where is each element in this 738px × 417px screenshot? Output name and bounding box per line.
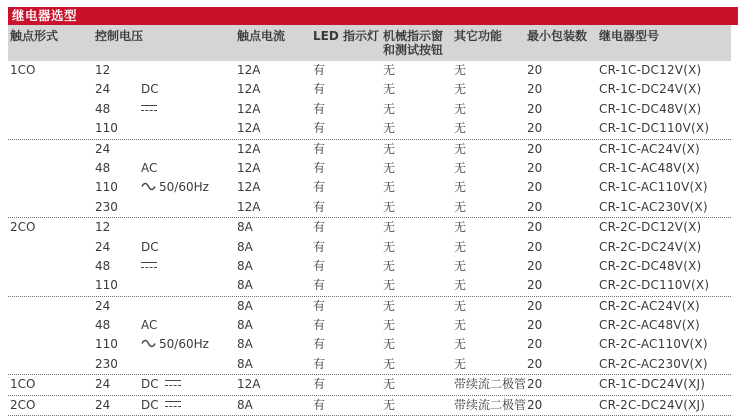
header-mech-window-line2: 和测试按钮 <box>383 43 444 57</box>
table-row <box>8 375 731 395</box>
led-indicator-cell: 有 <box>313 356 326 371</box>
control-voltage-cell: 24 <box>95 239 111 254</box>
voltage-type-symbol-cell <box>141 335 237 354</box>
other-functions-cell: 无 <box>454 101 467 116</box>
header-other-functions: 其它功能 <box>454 29 503 43</box>
control-voltage-cell: 24 <box>95 377 111 392</box>
relay-model-cell: CR-2C-DC24V(X) <box>599 239 702 254</box>
min-package-cell: 20 <box>527 278 543 293</box>
control-voltage-cell: 48 <box>95 101 111 116</box>
mech-window-cell: 无 <box>383 278 396 293</box>
frequency-label: 50/60Hz <box>159 337 209 352</box>
other-functions-cell: 无 <box>454 199 467 214</box>
min-package-cell: 20 <box>527 180 543 195</box>
table-row <box>8 335 731 354</box>
section-title: 继电器选型 <box>12 8 78 23</box>
led-indicator-cell: 有 <box>313 141 326 156</box>
header-led-indicator: LED 指示灯 <box>313 29 379 43</box>
other-functions-cell: 无 <box>454 121 467 136</box>
min-package-cell: 20 <box>527 239 543 254</box>
led-indicator-cell: 有 <box>313 377 326 392</box>
table-row <box>8 316 731 335</box>
control-voltage-cell: 24 <box>95 298 111 313</box>
relay-model-cell: CR-2C-DC110V(X) <box>599 278 710 293</box>
led-indicator-cell: 有 <box>313 63 326 77</box>
relay-model-cell: CR-2C-DC24V(XJ) <box>599 397 706 412</box>
dc-symbol-icon <box>141 261 157 270</box>
sine-wave-icon <box>141 339 156 348</box>
table-body <box>8 61 731 416</box>
min-package-cell: 20 <box>527 318 543 333</box>
voltage-type-symbol-cell <box>141 257 237 276</box>
contact-current-cell: 12A <box>237 101 261 116</box>
table-row <box>8 198 731 218</box>
other-functions-cell: 无 <box>454 63 467 77</box>
voltage-type-symbol-cell <box>141 80 237 99</box>
control-voltage-cell: 24 <box>95 141 111 156</box>
dc-label: DC <box>141 397 159 412</box>
relay-model-cell: CR-1C-AC48V(X) <box>599 160 700 175</box>
relay-model-cell: CR-1C-AC24V(X) <box>599 141 700 156</box>
header-contact-form: 触点形式 <box>10 29 59 43</box>
other-functions-cell: 无 <box>454 220 467 235</box>
min-package-cell: 20 <box>527 258 543 273</box>
other-functions-cell: 无 <box>454 356 467 371</box>
mech-window-cell: 无 <box>383 377 396 392</box>
mech-window-cell: 无 <box>383 318 396 333</box>
mech-window-cell: 无 <box>383 141 396 156</box>
mech-window-cell: 无 <box>383 397 396 412</box>
relay-model-cell: CR-2C-AC24V(X) <box>599 298 700 313</box>
led-indicator-cell: 有 <box>313 121 326 136</box>
min-package-cell: 20 <box>527 82 543 97</box>
header-control-voltage: 控制电压 <box>95 29 144 43</box>
min-package-cell: 20 <box>527 199 543 214</box>
relay-model-cell: CR-1C-DC110V(X) <box>599 121 710 136</box>
table-row <box>8 355 731 375</box>
contact-current-cell: 8A <box>237 298 253 313</box>
control-voltage-cell: 110 <box>95 180 118 195</box>
header-min-package: 最小包装数 <box>527 29 588 43</box>
control-voltage-cell: 12 <box>95 63 111 77</box>
led-indicator-cell: 有 <box>313 337 326 352</box>
relay-model-cell: CR-2C-DC12V(X) <box>599 220 702 235</box>
contact-form-cell: 1CO <box>10 63 36 77</box>
other-functions-cell: 无 <box>454 298 467 313</box>
relay-model-cell: CR-1C-AC230V(X) <box>599 199 708 214</box>
other-functions-cell: 无 <box>454 278 467 293</box>
dc-label: DC <box>141 377 159 392</box>
led-indicator-cell: 有 <box>313 101 326 116</box>
contact-current-cell: 8A <box>237 239 253 254</box>
other-functions-cell: 无 <box>454 318 467 333</box>
mech-window-cell: 无 <box>383 258 396 273</box>
contact-current-cell: 8A <box>237 318 253 333</box>
min-package-cell: 20 <box>527 298 543 313</box>
table-row <box>8 80 731 99</box>
header-contact-current: 触点电流 <box>237 29 286 43</box>
contact-current-cell: 12A <box>237 377 261 392</box>
mech-window-cell: 无 <box>383 220 396 235</box>
sine-wave-icon <box>141 182 156 191</box>
table-row <box>8 276 731 296</box>
min-package-cell: 20 <box>527 377 543 392</box>
other-functions-cell: 无 <box>454 180 467 195</box>
relay-model-cell: CR-2C-DC48V(X) <box>599 258 702 273</box>
control-voltage-cell: 48 <box>95 160 111 175</box>
relay-model-cell: CR-2C-AC48V(X) <box>599 318 700 333</box>
mech-window-cell: 无 <box>383 298 396 313</box>
led-indicator-cell: 有 <box>313 258 326 273</box>
led-indicator-cell: 有 <box>313 397 326 412</box>
control-voltage-cell: 110 <box>95 337 118 352</box>
voltage-type-symbol-cell <box>141 375 237 394</box>
header-mech-window <box>383 25 454 57</box>
contact-form-cell: 2CO <box>10 220 36 235</box>
dc-symbol-icon <box>165 379 181 388</box>
led-indicator-cell: 有 <box>313 82 326 97</box>
led-indicator-cell: 有 <box>313 220 326 235</box>
other-functions-cell: 无 <box>454 82 467 97</box>
mech-window-cell: 无 <box>383 356 396 371</box>
table-row <box>8 140 731 159</box>
mech-window-cell: 无 <box>383 121 396 136</box>
relay-model-cell: CR-1C-DC24V(XJ) <box>599 377 706 392</box>
voltage-type-symbol-cell <box>141 178 237 197</box>
contact-current-cell: 12A <box>237 141 261 156</box>
contact-form-cell: 2CO <box>10 397 36 412</box>
control-voltage-cell: 48 <box>95 318 111 333</box>
header-mech-window-line1: 机械指示窗 <box>383 29 444 43</box>
voltage-type-symbol-cell <box>141 396 237 415</box>
table-row <box>8 119 731 139</box>
contact-current-cell: 8A <box>237 278 253 293</box>
table-row <box>8 178 731 197</box>
voltage-type-symbol-cell <box>141 238 237 257</box>
relay-model-cell: CR-1C-AC110V(X) <box>599 180 708 195</box>
other-functions-cell: 无 <box>454 239 467 254</box>
dc-symbol-icon <box>141 104 157 113</box>
control-voltage-cell: 110 <box>95 121 118 136</box>
contact-current-cell: 12A <box>237 82 261 97</box>
control-voltage-cell: 24 <box>95 397 111 412</box>
dc-symbol-icon <box>165 400 181 409</box>
contact-current-cell: 12A <box>237 199 261 214</box>
mech-window-cell: 无 <box>383 101 396 116</box>
mech-window-cell: 无 <box>383 199 396 214</box>
relay-model-cell: CR-1C-DC12V(X) <box>599 63 702 77</box>
relay-selection-table <box>8 25 731 416</box>
mech-window-cell: 无 <box>383 63 396 77</box>
relay-model-cell: CR-2C-AC110V(X) <box>599 337 708 352</box>
dc-label: DC <box>141 239 159 254</box>
contact-current-cell: 8A <box>237 220 253 235</box>
frequency-label: 50/60Hz <box>159 180 209 195</box>
mech-window-cell: 无 <box>383 82 396 97</box>
led-indicator-cell: 有 <box>313 318 326 333</box>
dc-label: DC <box>141 82 159 97</box>
contact-form-cell: 1CO <box>10 377 36 392</box>
contact-current-cell: 8A <box>237 397 253 412</box>
min-package-cell: 20 <box>527 356 543 371</box>
contact-current-cell: 12A <box>237 180 261 195</box>
mech-window-cell: 无 <box>383 160 396 175</box>
table-row <box>8 218 731 237</box>
control-voltage-cell: 12 <box>95 220 111 235</box>
ac-label: AC <box>141 160 158 175</box>
led-indicator-cell: 有 <box>313 180 326 195</box>
min-package-cell: 20 <box>527 63 543 77</box>
mech-window-cell: 无 <box>383 239 396 254</box>
min-package-cell: 20 <box>527 101 543 116</box>
section-title-bar <box>8 7 738 25</box>
control-voltage-cell: 230 <box>95 356 118 371</box>
contact-current-cell: 12A <box>237 121 261 136</box>
control-voltage-cell: 230 <box>95 199 118 214</box>
table-row <box>8 159 731 178</box>
other-functions-cell: 无 <box>454 141 467 156</box>
contact-current-cell: 8A <box>237 258 253 273</box>
min-package-cell: 20 <box>527 121 543 136</box>
header-relay-model: 继电器型号 <box>599 29 660 43</box>
voltage-type-symbol-cell <box>141 159 237 178</box>
led-indicator-cell: 有 <box>313 160 326 175</box>
led-indicator-cell: 有 <box>313 278 326 293</box>
table-row <box>8 257 731 276</box>
other-functions-cell: 无 <box>454 160 467 175</box>
contact-current-cell: 8A <box>237 356 253 371</box>
other-functions-cell: 带续流二极管 <box>454 377 527 392</box>
table-row <box>8 238 731 257</box>
led-indicator-cell: 有 <box>313 298 326 313</box>
table-row <box>8 396 731 416</box>
control-voltage-cell: 24 <box>95 82 111 97</box>
relay-model-cell: CR-2C-AC230V(X) <box>599 356 708 371</box>
contact-current-cell: 12A <box>237 160 261 175</box>
contact-current-cell: 12A <box>237 63 261 77</box>
min-package-cell: 20 <box>527 160 543 175</box>
table-row <box>8 297 731 316</box>
control-voltage-cell: 110 <box>95 278 118 293</box>
voltage-type-symbol-cell <box>141 316 237 335</box>
ac-label: AC <box>141 318 158 333</box>
min-package-cell: 20 <box>527 220 543 235</box>
led-indicator-cell: 有 <box>313 239 326 254</box>
mech-window-cell: 无 <box>383 337 396 352</box>
relay-model-cell: CR-1C-DC24V(X) <box>599 82 702 97</box>
table-row <box>8 61 731 80</box>
led-indicator-cell: 有 <box>313 199 326 214</box>
other-functions-cell: 无 <box>454 258 467 273</box>
mech-window-cell: 无 <box>383 180 396 195</box>
min-package-cell: 20 <box>527 337 543 352</box>
voltage-type-symbol-cell <box>141 100 237 119</box>
min-package-cell: 20 <box>527 141 543 156</box>
table-row <box>8 100 731 119</box>
min-package-cell: 20 <box>527 397 543 412</box>
relay-model-cell: CR-1C-DC48V(X) <box>599 101 702 116</box>
other-functions-cell: 无 <box>454 337 467 352</box>
control-voltage-cell: 48 <box>95 258 111 273</box>
contact-current-cell: 8A <box>237 337 253 352</box>
other-functions-cell: 带续流二极管 <box>454 397 527 412</box>
table-header-row <box>8 25 731 61</box>
